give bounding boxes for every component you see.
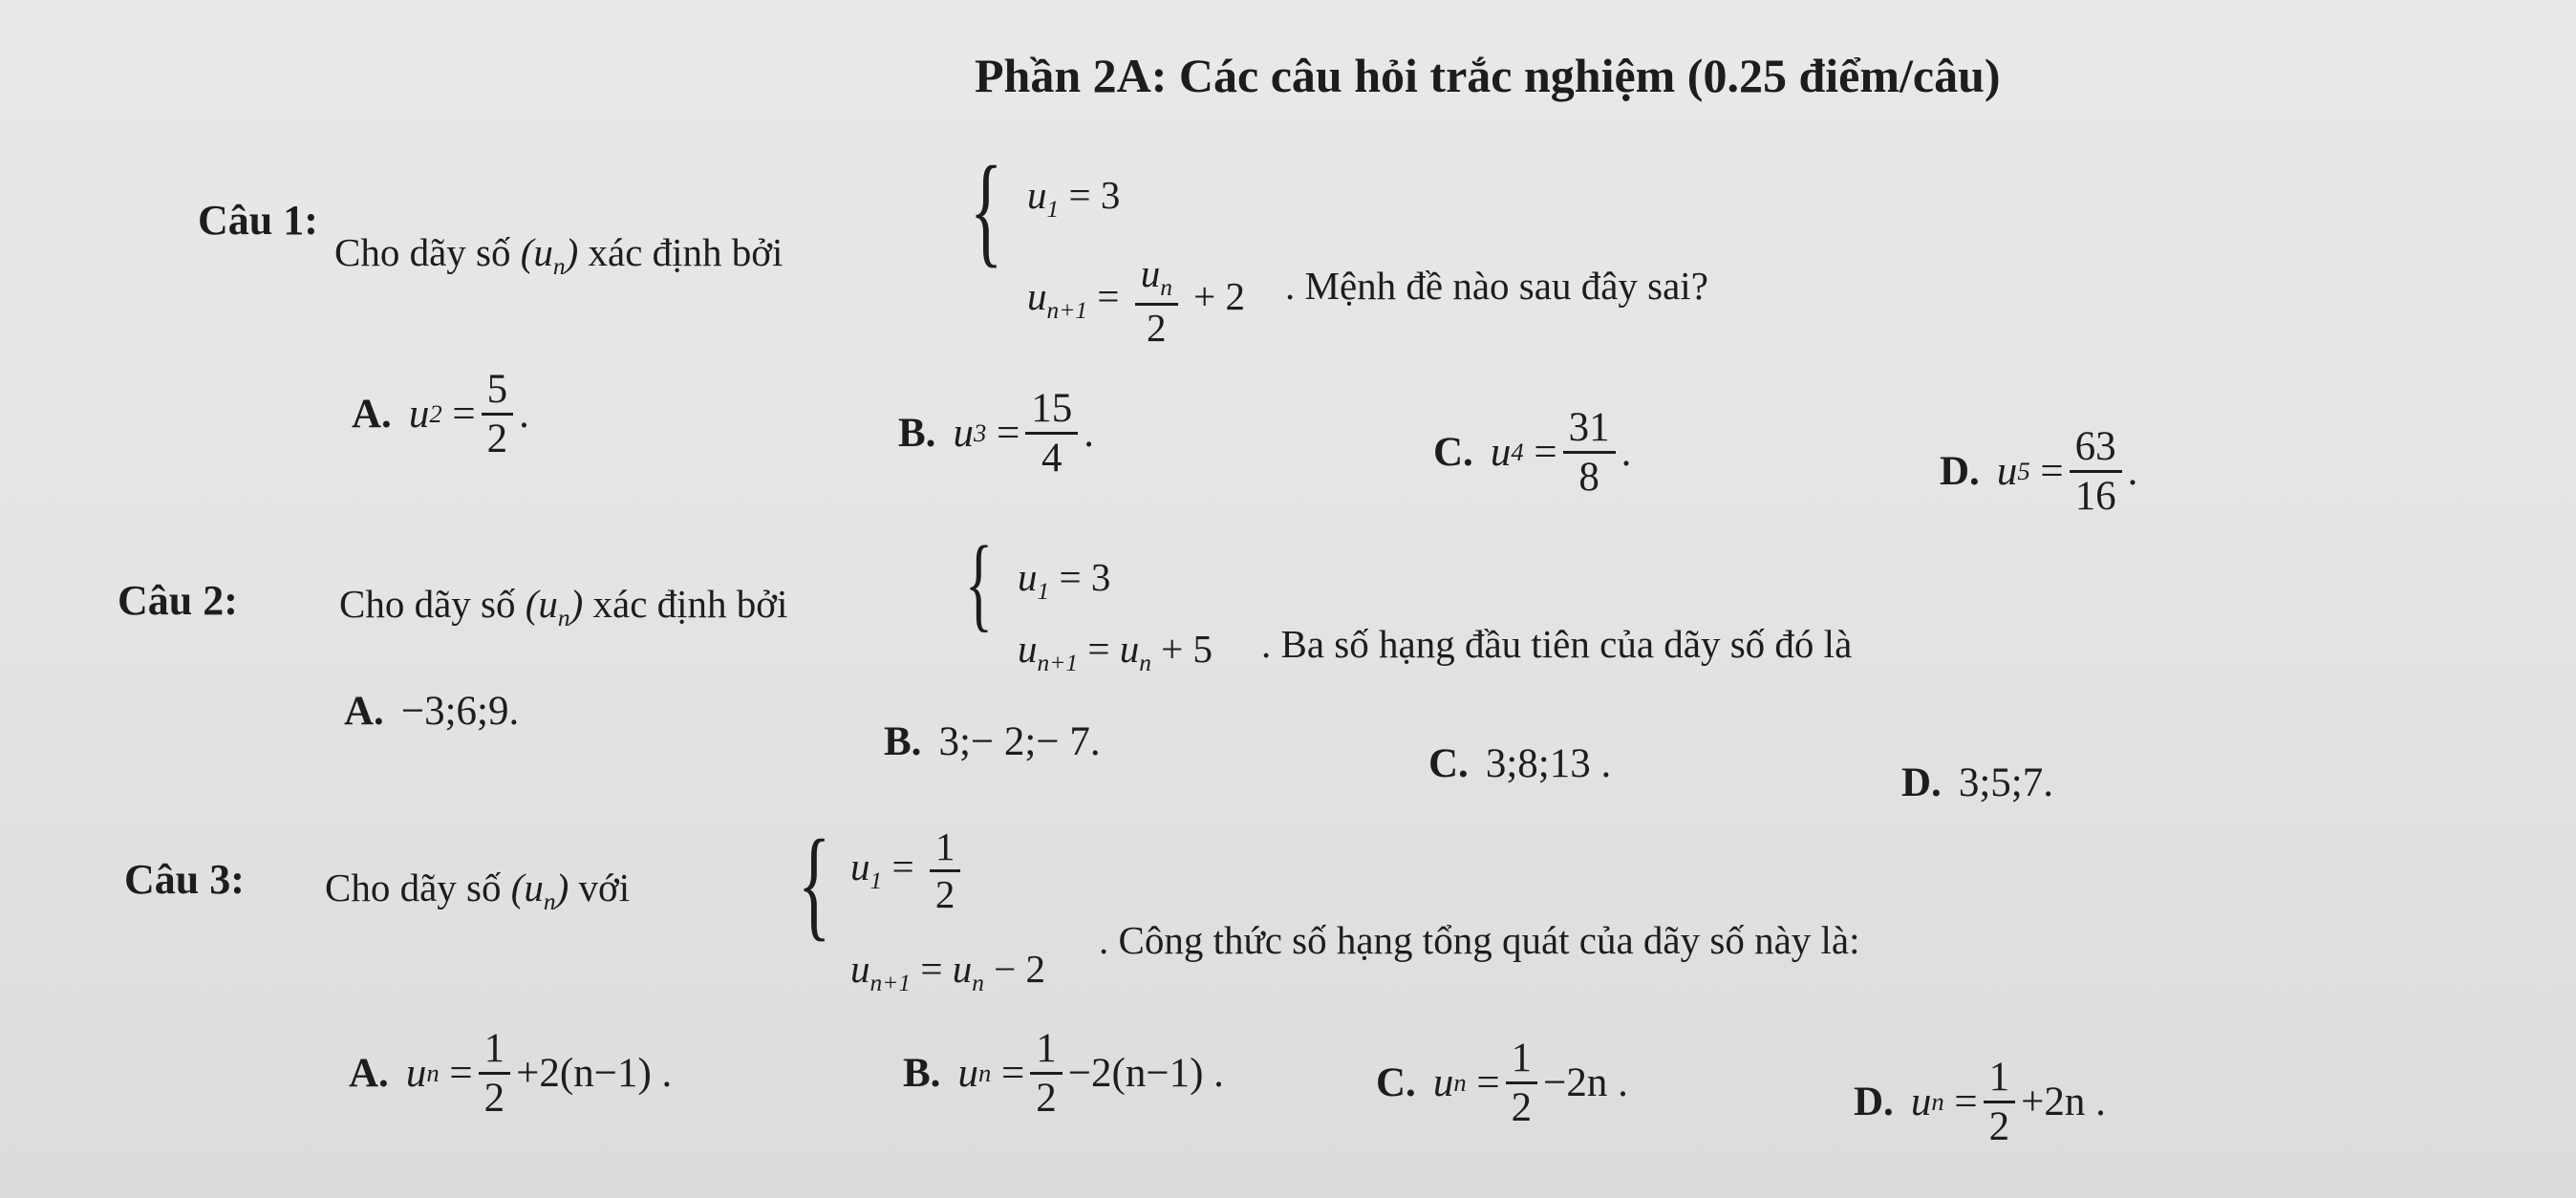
question-1-option-c[interactable]: C. u 4 = $\frac{31}{8}$ .: [1433, 405, 1632, 501]
question-3-option-c[interactable]: C. u n = $\frac{1}{2}$ −2n .: [1376, 1036, 1628, 1131]
question-3-ask: . Công thức số hạng tổng quát của dãy số này là:: [1099, 918, 1860, 962]
question-2-option-d[interactable]: D. 3;5;7.: [1901, 760, 2053, 805]
question-2-system: { $u_1 = 3$ $u_{n+1} = u_n + 5$: [965, 524, 1213, 676]
question-3-text: Cho dãy số $(u_n)$ với: [325, 866, 631, 915]
question-1-option-a[interactable]: A. u 2 = $\frac{5}{2}$ .: [352, 367, 529, 462]
question-1-option-b[interactable]: B. u 3 = $\frac{15}{4}$ .: [898, 386, 1095, 481]
question-2-defined-by: xác định bởi: [592, 582, 788, 626]
question-3-intro: Cho dãy số: [325, 866, 502, 909]
question-3-option-b[interactable]: B. u n = $\frac{1}{2}$ −2(n−1) .: [903, 1026, 1224, 1122]
question-2-option-a[interactable]: A. −3;6;9.: [344, 689, 520, 734]
page-title: Phần 2A: Các câu hỏi trắc nghiệm (0.25 điểm/câu): [975, 49, 2001, 102]
question-1-intro: Cho dãy số: [334, 230, 511, 274]
question-3-system: { $u_1$ = $\frac{1}{2}$ $u_{n+1} = u_n - 2$: [798, 815, 1046, 996]
question-1-ask: . Mệnh đề nào sau đây sai?: [1285, 264, 1708, 308]
question-2-ask: . Ba số hạng đầu tiên của dãy số đó là: [1261, 622, 1853, 666]
question-1-defined-by: xác định bởi: [588, 230, 784, 274]
question-2-option-b[interactable]: B. 3;− 2;− 7.: [884, 719, 1101, 764]
question-2-text: Cho dãy số $(u_n)$ xác định bởi: [339, 582, 788, 631]
question-2-label: Câu 2:: [118, 577, 238, 624]
question-3-label: Câu 3:: [124, 856, 245, 903]
question-1-text: Cho dãy số $(u_n)$ xác định bởi: [334, 230, 784, 280]
question-1-option-d[interactable]: D. u 5 = $\frac{63}{16}$ .: [1940, 424, 2138, 520]
question-3-option-d[interactable]: D. u n = $\frac{1}{2}$ +2n .: [1854, 1055, 2106, 1150]
question-3-with: với: [578, 866, 631, 909]
question-1-system: { $u_1 = 3$ $u_{n+1}$ = $\frac{u_n}{2}$ + 2: [970, 141, 1246, 350]
question-1-label: Câu 1:: [198, 197, 318, 244]
question-2-intro: Cho dãy số: [339, 582, 516, 626]
question-2-option-c[interactable]: C. 3;8;13 .: [1428, 741, 1612, 786]
question-3-option-a[interactable]: A. u n = $\frac{1}{2}$ +2(n−1) .: [349, 1026, 673, 1122]
